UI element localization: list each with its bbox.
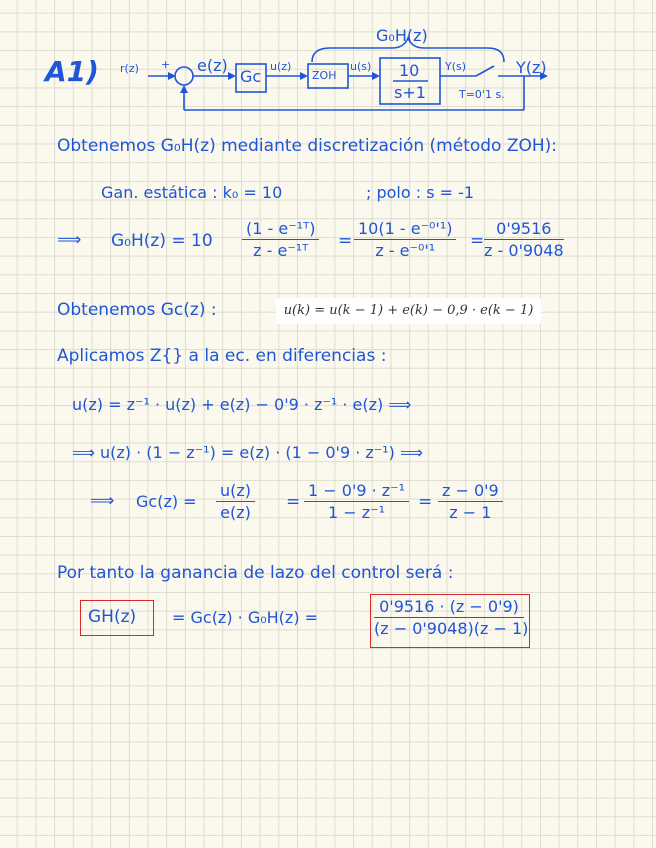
summing-junction: [175, 67, 193, 85]
block-diagram: [0, 0, 656, 130]
implication-arrow: ⟹: [57, 230, 82, 250]
equals-2: =: [470, 231, 485, 251]
brace-label: G₀H(z): [376, 26, 428, 45]
plant-input-label: u(s): [350, 60, 372, 73]
step2-heading: Obtenemos Gc(z) :: [57, 300, 217, 320]
gc-fraction-2-den: 1 − z⁻¹: [328, 503, 386, 522]
difference-equation: u(k) = u(k − 1) + e(k) − 0,9 · e(k − 1): [276, 298, 541, 324]
gc-fraction-3-num: z − 0'9: [438, 481, 503, 502]
loop-gain-fraction: [374, 597, 529, 638]
sampling-label: T=0'1 s.: [459, 88, 505, 101]
loop-gain-denominator: (z − 0'9048)(z − 1): [374, 619, 529, 638]
gc-equals-2: =: [418, 492, 433, 512]
gc-fraction-3: [438, 481, 503, 522]
plant-output-label: Y(s): [445, 60, 467, 73]
gc-lhs: Gc(z) =: [136, 492, 197, 511]
input-label: r(z): [120, 62, 139, 75]
loop-gain-symbol: GH(z): [88, 607, 137, 627]
equals-1: =: [338, 231, 353, 251]
gc-equals-1: =: [286, 492, 301, 512]
loop-gain-expression: = Gc(z) · G₀H(z) =: [172, 608, 319, 627]
controller-label: Gc: [240, 67, 262, 86]
loop-gain-numerator: 0'9516 · (z − 0'9): [374, 597, 524, 618]
fraction-1-num: (1 - e⁻¹ᵀ): [242, 219, 319, 240]
error-label: e(z): [197, 56, 228, 75]
gc-fraction-2: [304, 481, 409, 522]
zoh-label: ZOH: [312, 69, 337, 82]
step1-heading: Obtenemos G₀H(z) mediante discretización (método ZOH):: [57, 136, 558, 156]
gc-fraction-2-num: 1 − 0'9 · z⁻¹: [304, 481, 409, 502]
gc-arrow: ⟹: [90, 491, 115, 511]
fraction-2-den: z - e⁻⁰'¹: [375, 241, 436, 260]
fraction-2: [354, 219, 456, 260]
gc-fraction-1-den: e(z): [220, 503, 251, 522]
gc-fraction-1-num: u(z): [216, 481, 255, 502]
output-label: Y(z): [516, 58, 547, 77]
gc-fraction-3-den: z − 1: [449, 503, 492, 522]
fraction-1: [242, 219, 319, 260]
fraction-1-den: z - e⁻¹ᵀ: [253, 241, 309, 260]
fraction-2-num: 10(1 - e⁻⁰'¹): [354, 219, 456, 240]
z-transform-line-2: ⟹ u(z) · (1 − z⁻¹) = e(z) · (1 − 0'9 · z⁻¹) ⟹: [72, 443, 423, 462]
control-label: u(z): [270, 60, 292, 73]
fraction-3-den: z - 0'9048: [484, 241, 564, 260]
step4-heading: Por tanto la ganancia de lazo del control será :: [57, 563, 454, 583]
step3-heading: Aplicamos Z{} a la ec. en diferencias :: [57, 346, 387, 366]
fraction-3: [484, 219, 564, 260]
gc-fraction-1: [216, 481, 255, 522]
pole-line: ; polo : s = -1: [366, 183, 475, 202]
z-transform-line-1: u(z) = z⁻¹ · u(z) + e(z) − 0'9 · z⁻¹ · e(z) ⟹: [72, 395, 412, 414]
sum-sign: +: [161, 58, 171, 71]
plant-denominator: s+1: [394, 83, 426, 102]
plant-numerator: 10: [399, 61, 420, 80]
fraction-3-num: 0'9516: [484, 219, 564, 240]
gain-line: Gan. estática : k₀ = 10: [101, 183, 283, 202]
gzoh-lhs: G₀H(z) = 10: [111, 231, 213, 251]
section-title: A1): [45, 55, 99, 88]
